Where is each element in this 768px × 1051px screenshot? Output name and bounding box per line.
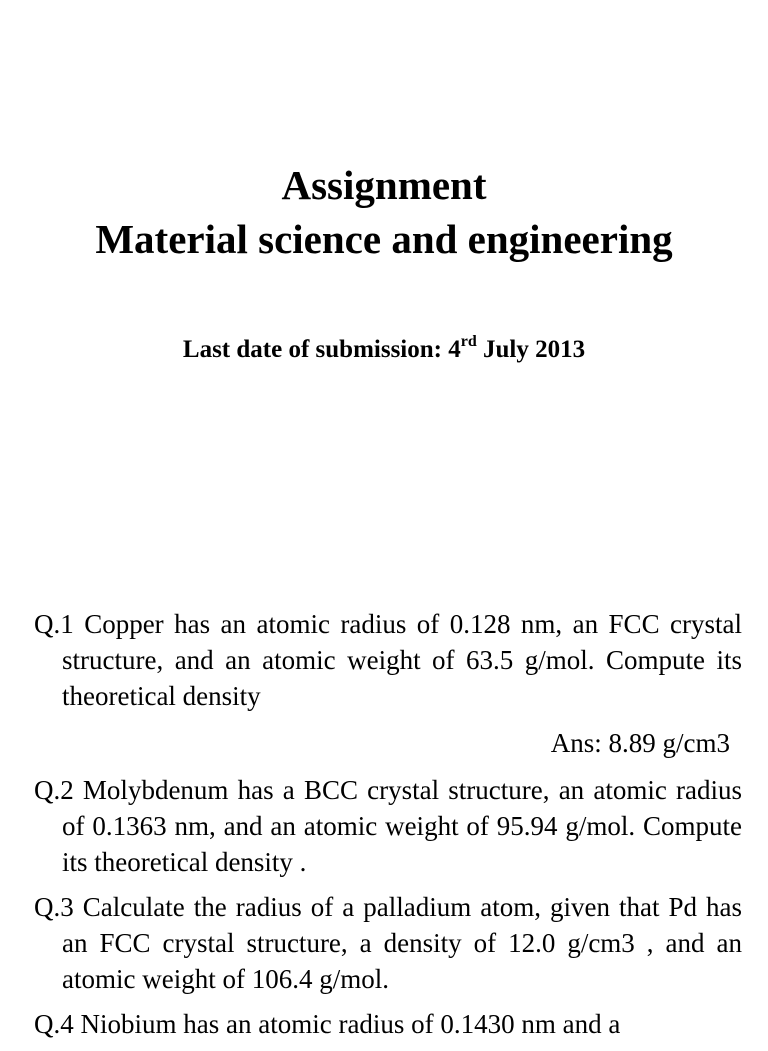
title-line-subject: Material science and engineering — [95, 216, 673, 262]
submission-deadline — [0, 334, 768, 366]
answer-1: Ans: 8.89 g/cm3 — [550, 728, 730, 758]
question-1: Q.1 Copper has an atomic radius of 0.128 nm, an FCC crystal structure, and an atomic weight of 63.5 g/mol. Compute its theoretical density — [34, 609, 742, 711]
question-2: Q.2 Molybdenum has a BCC crystal structure, an atomic radius of 0.1363 nm, and an atomic weight of 95.94 g/mol. Compute its theoretical density . — [34, 775, 742, 877]
submission-date-rest: July 2013 — [476, 336, 586, 363]
question-3: Q.3 Calculate the radius of a palladium atom, given that Pd has an FCC crystal structure, a density of 12.0 g/cm3 , and an atomic weight of 106.4 g/mol. — [34, 892, 742, 994]
question-4: Q.4 Niobium has an atomic radius of 0.1430 nm and a — [34, 1009, 621, 1039]
date-ordinal-suffix: rd — [460, 332, 477, 350]
question-list — [34, 606, 742, 1051]
submission-label: Last date of submission: 4 — [182, 336, 461, 363]
title-line-assignment: Assignment — [281, 162, 487, 208]
document-title — [0, 158, 768, 266]
